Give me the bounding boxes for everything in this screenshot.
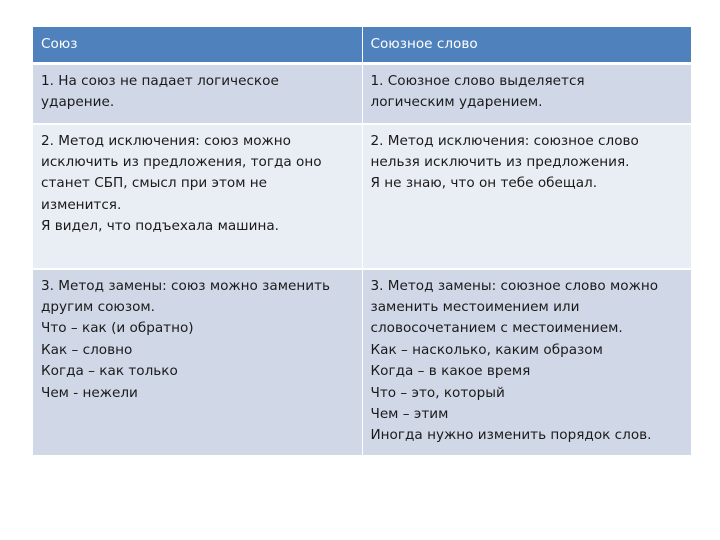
cell-line: 1. Союзное слово выделяется	[370, 73, 585, 89]
table-cell-right	[362, 269, 691, 456]
cell-line: 3. Метод замены: союз можно заменить	[41, 277, 330, 294]
cell-line: 1. На союз не падает логическое	[41, 73, 279, 89]
cell-line: исключить из предложения, тогда оно	[41, 153, 322, 170]
cell-line: нельзя исключить из предложения.	[370, 153, 630, 170]
cell-line: логическим ударением.	[370, 94, 543, 111]
cell-line: Я не знаю, что он тебе обещал.	[370, 175, 598, 192]
table-cell-left	[33, 124, 362, 269]
table-row	[33, 269, 691, 456]
header-conjunctive-word: Союзное слово	[362, 27, 691, 64]
cell-line: Что – это, который	[370, 384, 505, 401]
table-row	[33, 124, 691, 269]
header-conjunction: Союз	[33, 27, 362, 64]
cell-line: 3. Метод замены: союзное слово можно	[370, 277, 659, 294]
cell-line: Что – как (и обратно)	[41, 320, 194, 337]
cell-line: Чем - нежели	[41, 384, 138, 401]
cell-line: словосочетанием с местоимением.	[370, 320, 623, 337]
cell-line: заменить местоимением или	[370, 298, 580, 315]
cell-line: 2. Метод исключения: союзное слово	[370, 132, 639, 149]
table-cell-left	[33, 64, 362, 124]
cell-line: Я видел, что подъехала машина.	[41, 218, 279, 235]
cell-line: ударение.	[41, 94, 115, 111]
cell-line: 2. Метод исключения: союз можно	[41, 132, 291, 149]
cell-line: другим союзом.	[41, 298, 155, 315]
cell-line: Чем – этим	[370, 405, 449, 422]
table-header-row	[33, 27, 691, 64]
cell-line: станет СБП, смысл при этом не	[41, 175, 268, 192]
table-cell-right	[362, 124, 691, 269]
table-cell-right	[362, 64, 691, 124]
cell-line: Когда – как только	[41, 363, 178, 380]
comparison-table	[33, 27, 691, 457]
table-cell-left	[33, 269, 362, 456]
cell-line: Как – словно	[41, 341, 133, 358]
table-row	[33, 64, 691, 124]
cell-line: Как – насколько, каким образом	[370, 341, 603, 358]
cell-line: Иногда нужно изменить порядок слов.	[370, 427, 652, 444]
cell-line: изменится.	[41, 196, 122, 213]
cell-line: Когда – в какое время	[370, 363, 531, 380]
